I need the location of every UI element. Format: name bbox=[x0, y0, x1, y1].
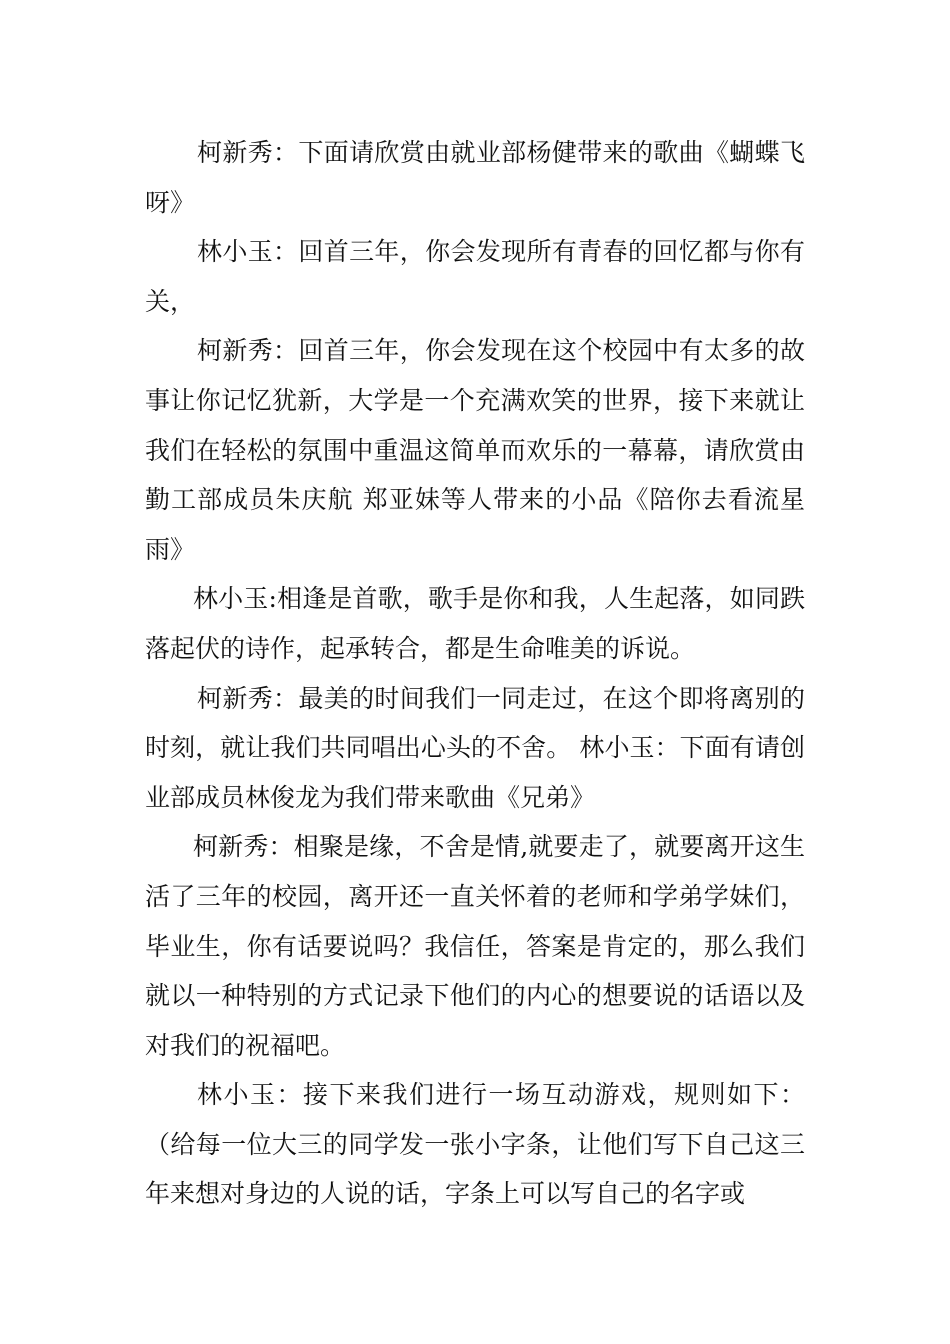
document-body bbox=[145, 128, 805, 1219]
paragraph-2: 林小玉：回首三年，你会发现所有青春的回忆都与你有关， bbox=[145, 237, 805, 316]
paragraph-7: 林小玉：接下来我们进行一场互动游戏，规则如下：（给每一位大三的同学发一张小字条，让他们写下自己这三年来想对身边的人说的话，字条上可以写自己的名字或 bbox=[145, 1080, 805, 1209]
paragraph-5: 柯新秀：最美的时间我们一同走过，在这个即将离别的时刻，就让我们共同唱出心头的不舍。 林小玉：下面有请创业部成员林俊龙为我们带来歌曲《兄弟》 bbox=[145, 683, 805, 812]
paragraph-1: 柯新秀：下面请欣赏由就业部杨健带来的歌曲《蝴蝶飞呀》 bbox=[145, 138, 805, 217]
paragraph-4: 林小玉:相逢是首歌，歌手是你和我，人生起落，如同跌落起伏的诗作，起承转合，都是生命唯美的诉说。 bbox=[145, 584, 805, 663]
paragraph-3: 柯新秀：回首三年，你会发现在这个校园中有太多的故事让你记忆犹新，大学是一个充满欢笑的世界，接下来就让我们在轻松的氛围中重温这简单而欢乐的一幕幕，请欣赏由勤工部成员朱庆航 郑亚妹等人带来的小品《陪你去看流星雨》 bbox=[145, 336, 805, 564]
paragraph-6: 柯新秀：相聚是缘，不舍是情,就要走了，就要离开这生活了三年的校园，离开还一直关怀着的老师和学弟学妹们，毕业生，你有话要说吗？我信任，答案是肯定的，那么我们就以一种特别的方式记录下他们的内心的想要说的话语以及对我们的祝福吧。 bbox=[145, 832, 805, 1060]
